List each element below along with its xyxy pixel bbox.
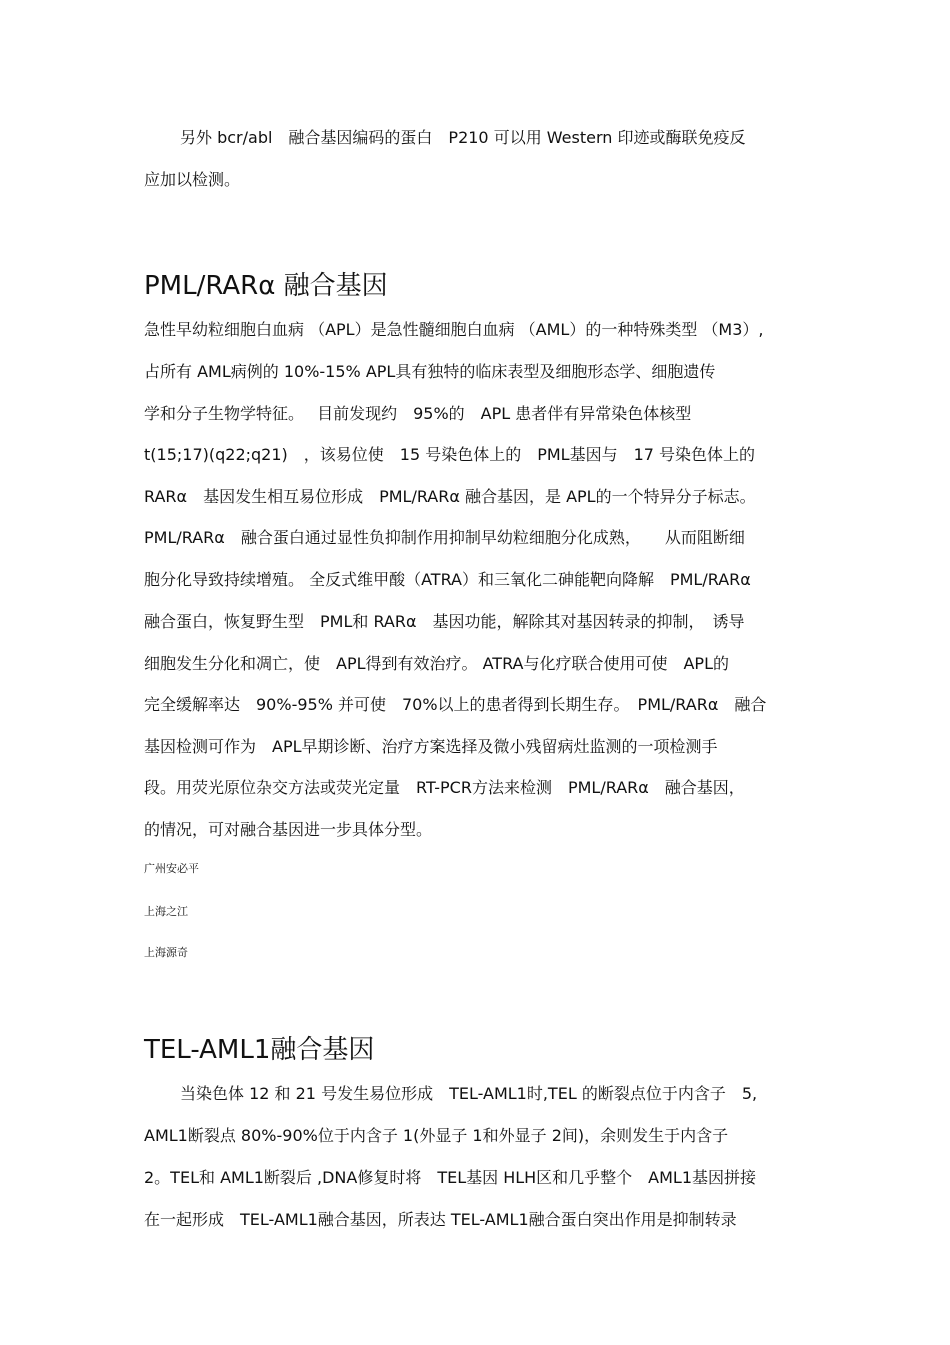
text-line: 当染色体 12 和 21 号发生易位形成 TEL-AML1时,TEL 的断裂点位于内含子 5, (180, 1084, 758, 1103)
text-line: 学和分子生物学特征。 目前发现约 95%的 APL 患者伴有异常染色体核型 (144, 404, 692, 423)
text-line: AML1断裂点 80%-90%位于内含子 1(外显子 1和外显子 2间)，余则发生于内含子 (144, 1126, 729, 1145)
text-line: 另外 bcr/abl 融合基因编码的蛋白 P210 可以用 Western 印迹或酶联免疫反 (180, 128, 746, 147)
text-line: PML/RARα 融合蛋白通过显性负抑制作用抑制早幼粒细胞分化成熟， 从而阻断细 (144, 528, 745, 547)
text-line: t(15;17)(q22;q21) ，该易位使 15 号染色体上的 PML基因与 17 号染色体上的 (144, 445, 756, 464)
section-heading: TEL-AML1融合基因 (144, 1035, 375, 1065)
text-line: 细胞发生分化和凋亡，使 APL得到有效治疗。 ATRA与化疗联合使用可使 APL的 (144, 654, 729, 673)
text-line: 融合蛋白，恢复野生型 PML和 RARα 基因功能，解除其对基因转录的抑制， 诱导 (144, 612, 745, 631)
text-line: 胞分化导致持续增殖。 全反式维甲酸（ATRA）和三氧化二砷能靶向降解 PML/RARα (144, 570, 751, 589)
text-line: 的情况，可对融合基因进一步具体分型。 (144, 820, 433, 839)
text-line: 完全缓解率达 90%-95% 并可使 70%以上的患者得到长期生存。 PML/RARα 融合 (144, 695, 767, 714)
text-line: 在一起形成 TEL-AML1融合基因，所表达 TEL-AML1融合蛋白突出作用是抑制转录 (144, 1210, 737, 1229)
company-name: 上海源奇 (144, 946, 188, 959)
text-line: 应加以检测。 (144, 170, 241, 189)
text-line: RARα 基因发生相互易位形成 PML/RARα 融合基因，是 APL的一个特异分子标志。 (144, 487, 756, 506)
text-line: 基因检测可作为 APL早期诊断、治疗方案选择及微小残留病灶监测的一项检测手 (144, 737, 718, 756)
text-line: 急性早幼粒细胞白血病 （APL）是急性髓细胞白血病 （AML）的一种特殊类型 （M3）, (144, 320, 764, 339)
text-line: 占所有 AML病例的 10%-15% APL具有独特的临床表型及细胞形态学、细胞遗传 (144, 362, 716, 381)
text-line: 段。用荧光原位杂交方法或荧光定量 RT-PCR方法来检测 PML/RARα 融合基因， (144, 778, 745, 797)
company-name: 上海之江 (144, 905, 188, 918)
text-line: 2。TEL和 AML1断裂后 ,DNA修复时将 TEL基因 HLH区和几乎整个 AML1基因拼接 (144, 1168, 757, 1187)
company-name: 广州安必平 (144, 862, 199, 875)
section-heading: PML/RARα 融合基因 (144, 271, 388, 301)
